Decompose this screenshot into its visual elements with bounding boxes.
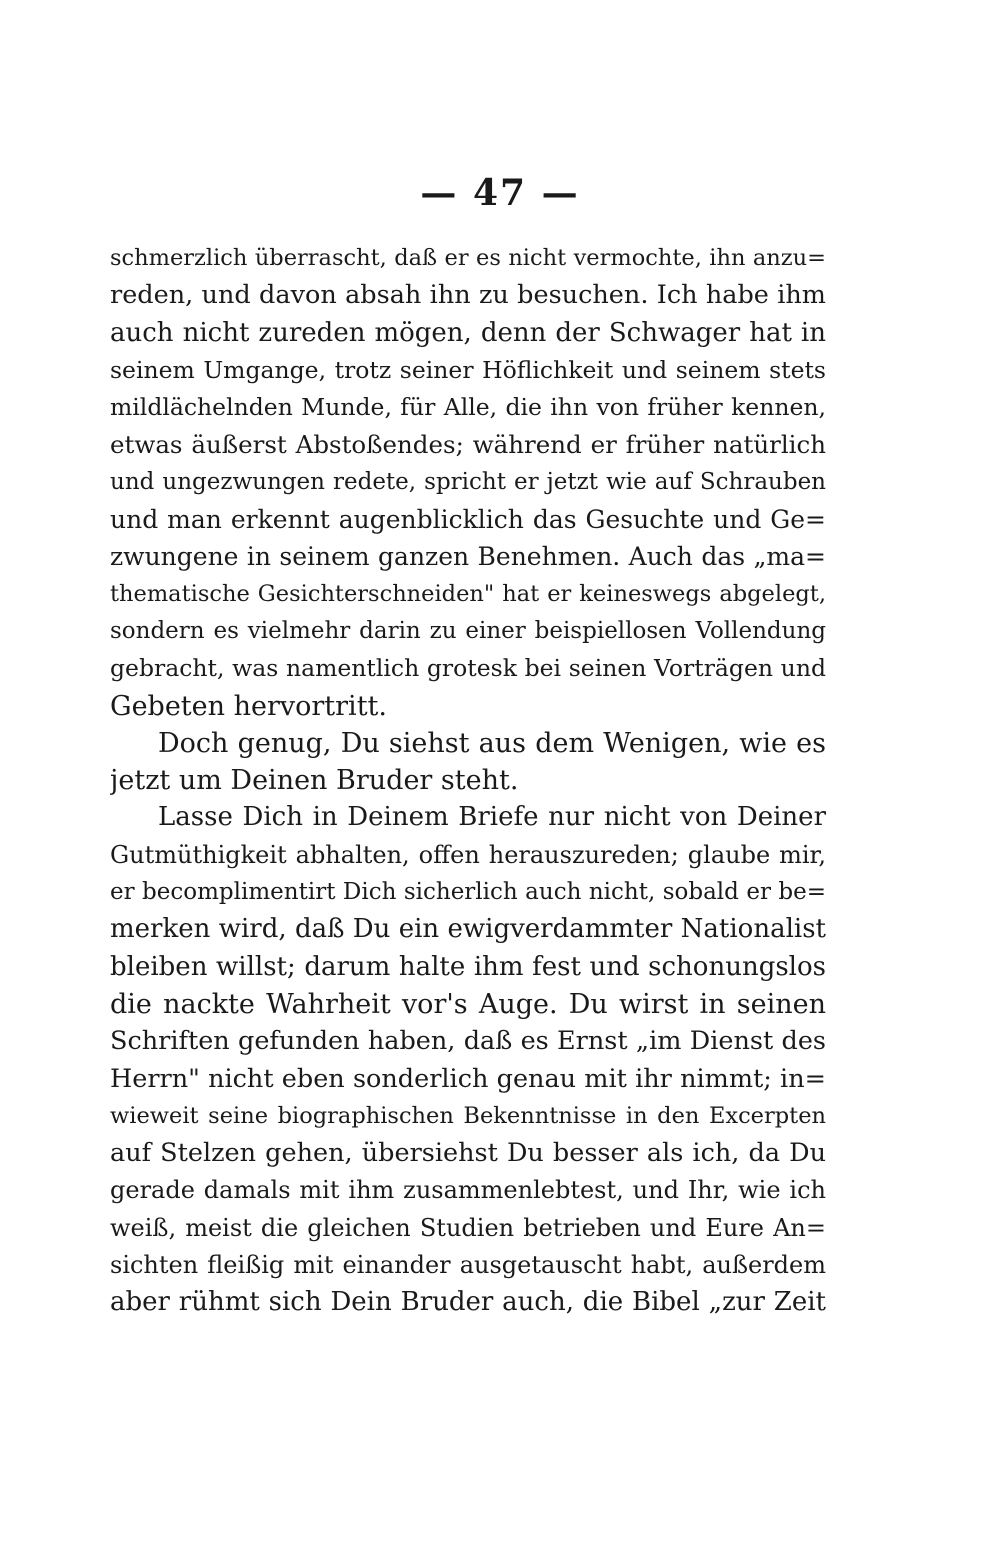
text-line: jetzt um Deinen Bruder steht. bbox=[110, 765, 519, 797]
paragraph-1 bbox=[110, 240, 826, 725]
text-line: sichten fleißig mit einander ausgetauscht habt, außerdem bbox=[110, 1251, 826, 1280]
text-line: schmerzlich überrascht, daß er es nicht vermochte, ihn anzu= bbox=[110, 245, 826, 271]
text-line: thematische Gesichterschneiden" hat er keineswegs abgelegt, bbox=[110, 580, 826, 607]
text-line: auf Stelzen gehen, übersiehst Du besser als ich, da Du bbox=[110, 1138, 826, 1169]
text-line: die nackte Wahrheit vor's Auge. Du wirst in seinen bbox=[110, 988, 826, 1020]
text-line: Doch genug, Du siehst aus dem Wenigen, wie es bbox=[158, 727, 826, 759]
body-text bbox=[110, 240, 826, 1322]
text-line: und man erkennt augenblicklich das Gesuchte und Ge= bbox=[110, 505, 826, 535]
text-line: auch nicht zureden mögen, denn der Schwager hat in bbox=[110, 317, 826, 348]
text-line: bleiben willst; darum halte ihm fest und schonungslos bbox=[110, 951, 826, 982]
text-line: Gutmüthigkeit abhalten, offen herauszureden; glaube mir, bbox=[110, 840, 826, 869]
paragraph-3 bbox=[110, 799, 826, 1321]
text-line: weiß, meist die gleichen Studien betrieben und Eure An= bbox=[110, 1213, 826, 1242]
text-line: etwas äußerst Abstoßendes; während er früher natürlich bbox=[110, 430, 826, 460]
page-number: — 47 — bbox=[420, 172, 580, 214]
text-line: Schriften gefunden haben, daß es Ernst „im Dienst des bbox=[110, 1026, 826, 1057]
text-line: wieweit seine biographischen Bekenntnisse in den Excerpten bbox=[110, 1102, 826, 1129]
text-line: reden, und davon absah ihn zu besuchen. Ich habe ihm bbox=[110, 280, 826, 311]
text-line: gebracht, was namentlich grotesk bei seinen Vorträgen und bbox=[110, 654, 826, 683]
text-line: Lasse Dich in Deinem Briefe nur nicht von Deiner bbox=[158, 802, 826, 833]
text-line: gerade damals mit ihm zusammenlebtest, und Ihr, wie ich bbox=[110, 1176, 826, 1205]
text-line: und ungezwungen redete, spricht er jetzt wie auf Schrauben bbox=[110, 468, 826, 495]
text-line: merken wird, daß Du ein ewigverdammter Nationalist bbox=[110, 914, 826, 945]
text-line: mildlächelnden Munde, für Alle, die ihn von früher kennen, bbox=[110, 393, 826, 422]
text-line: aber rühmt sich Dein Bruder auch, die Bibel „zur Zeit bbox=[110, 1287, 826, 1318]
text-line: er becomplimentirt Dich sicherlich auch nicht, sobald er be= bbox=[110, 879, 826, 906]
text-line: sondern es vielmehr darin zu einer beispiellosen Vollendung bbox=[110, 617, 826, 644]
text-line: Herrn" nicht eben sonderlich genau mit ihr nimmt; in= bbox=[110, 1063, 826, 1094]
text-line: seinem Umgange, trotz seiner Höflichkeit und seinem stets bbox=[110, 355, 826, 384]
text-line: zwungene in seinem ganzen Benehmen. Auch das „ma= bbox=[110, 542, 826, 572]
text-line: Gebeten hervortritt. bbox=[110, 690, 387, 722]
paragraph-2 bbox=[110, 725, 826, 800]
